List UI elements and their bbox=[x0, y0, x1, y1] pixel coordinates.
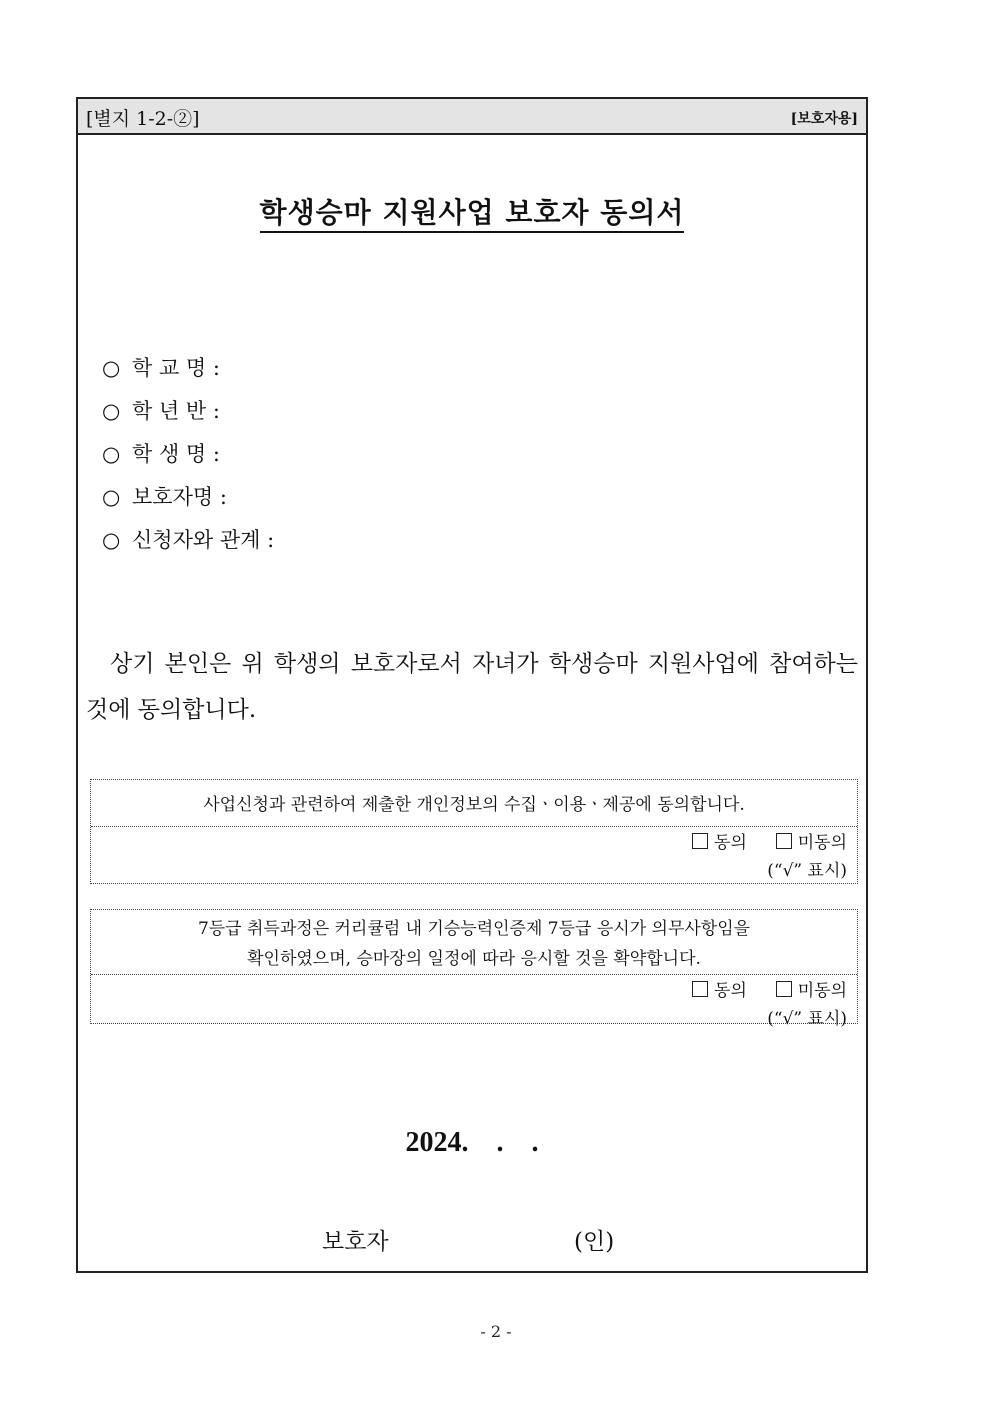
consent-text: 사업신청과 관련하여 제출한 개인정보의 수집ㆍ이용ㆍ제공에 동의합니다. bbox=[91, 780, 857, 827]
consent-box-privacy bbox=[90, 779, 858, 884]
guardian-signature-label: 보호자 bbox=[322, 1229, 389, 1255]
consent-box-certification bbox=[90, 909, 858, 1029]
header-bar bbox=[78, 99, 866, 135]
circle-bullet-icon: ○ bbox=[102, 399, 121, 423]
disagree-label: 미동의 bbox=[797, 981, 847, 1001]
seal-mark: (인) bbox=[574, 1229, 615, 1255]
disagree-label: 미동의 bbox=[797, 833, 847, 853]
document-title: 학생승마 지원사업 보호자 동의서 bbox=[78, 191, 866, 231]
info-fields bbox=[102, 347, 274, 562]
disagree-checkbox[interactable] bbox=[776, 981, 792, 997]
field-relationship: ○ 신청자와 관계 : bbox=[102, 519, 274, 562]
circle-bullet-icon: ○ bbox=[102, 442, 121, 466]
circle-bullet-icon: ○ bbox=[102, 356, 121, 380]
circle-bullet-icon: ○ bbox=[102, 528, 121, 552]
agree-checkbox[interactable] bbox=[692, 833, 708, 849]
date-line: 2024. . . bbox=[405, 1127, 539, 1158]
check-note: (“√” 표시) bbox=[767, 1009, 847, 1029]
agree-checkbox[interactable] bbox=[692, 981, 708, 997]
consent-options bbox=[91, 975, 857, 1035]
field-grade-class: ○ 학 년 반 : bbox=[102, 390, 274, 433]
consent-statement: 상기 본인은 위 학생의 보호자로서 자녀가 학생승마 지원사업에 참여하는 것에 동의합니다. bbox=[86, 651, 858, 723]
consent-text: 7등급 취득과정은 커리큘럼 내 기승능력인증제 7등급 응시가 의무사항임을 확인하였으며, 승마장의 일정에 따라 응시할 것을 확약합니다. bbox=[91, 910, 857, 975]
field-school: ○ 학 교 명 : bbox=[102, 347, 274, 390]
field-guardian-name: ○ 보호자명 : bbox=[102, 476, 274, 519]
attachment-label: [별지 1-2-②] bbox=[86, 108, 200, 130]
circle-bullet-icon: ○ bbox=[102, 485, 121, 509]
document-frame bbox=[76, 97, 868, 1273]
consent-options bbox=[91, 827, 857, 887]
usage-label: [보호자용] bbox=[790, 111, 858, 127]
field-student-name: ○ 학 생 명 : bbox=[102, 433, 274, 476]
agree-label: 동의 bbox=[714, 981, 747, 1001]
page-number: - 2 - bbox=[480, 1322, 512, 1341]
check-note: (“√” 표시) bbox=[767, 861, 847, 881]
agree-label: 동의 bbox=[714, 833, 747, 853]
disagree-checkbox[interactable] bbox=[776, 833, 792, 849]
